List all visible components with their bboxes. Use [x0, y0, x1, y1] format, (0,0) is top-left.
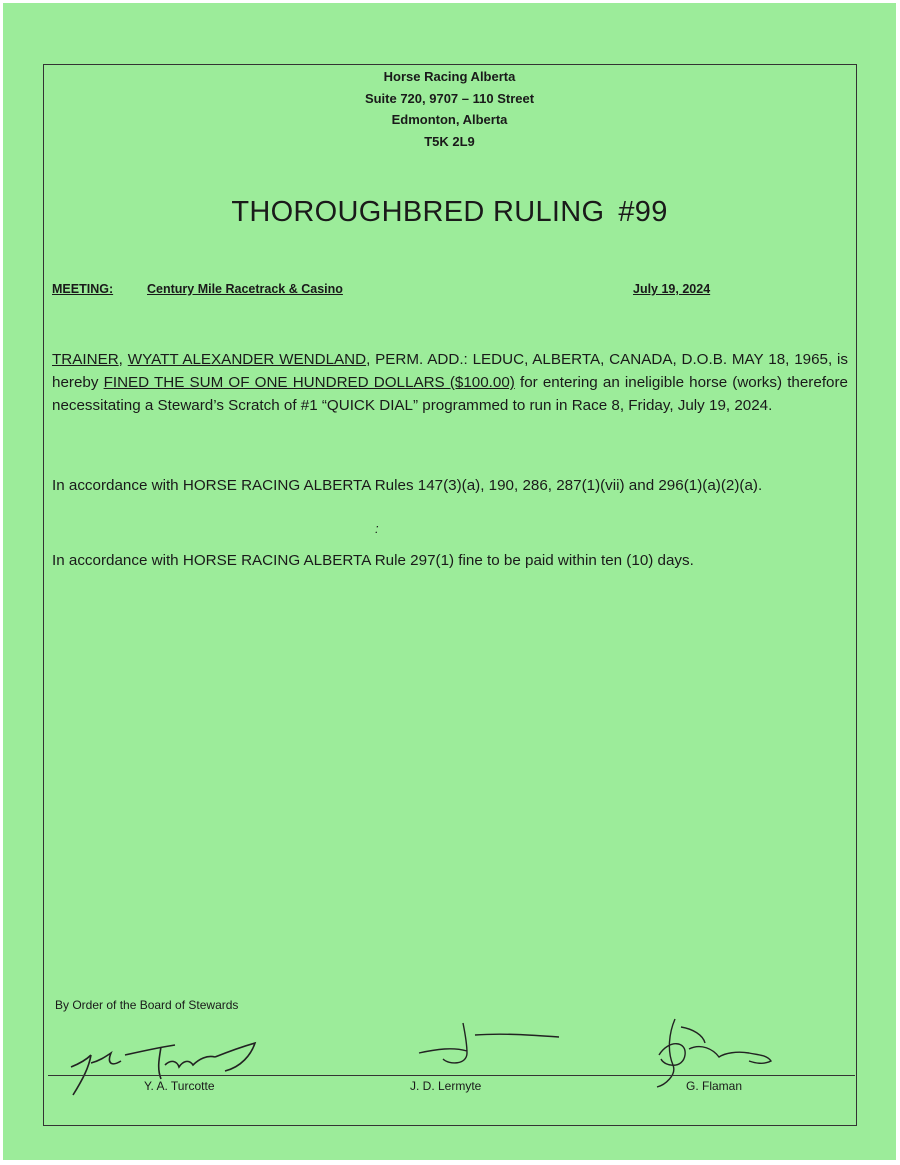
steward-name-1: Y. A. Turcotte	[144, 1079, 215, 1093]
ruling-paragraph: TRAINER, WYATT ALEXANDER WENDLAND, PERM. ADD.: LEDUC, ALBERTA, CANADA, D.O.B. MAY 18, 1965, is hereby FINED THE SUM OF ONE HUNDRED DOLLARS ($100.00) for entering an ineligible horse (works) therefore necessitating a Steward’s Scratch of #1 “QUICK DIAL” programmed to run in Race 8, Friday, July 19, 2024.	[52, 351, 848, 414]
ruling-title	[3, 196, 896, 229]
postal-code: T5K 2L9	[424, 133, 475, 149]
lermyte-signature	[413, 1021, 573, 1071]
ruling-reason: for entering an ineligible horse (works) therefore necessitating a Steward’s Scratch of #1 “QUICK DIAL” programmed to run in Race 8, Friday, July 19, 2024.	[52, 374, 848, 414]
stray-mark: :	[375, 521, 379, 536]
address-line: Suite 720, 9707 – 110 Street	[364, 90, 535, 106]
fine-paragraph: In accordance with HORSE RACING ALBERTA Rule 297(1) fine to be paid within ten (10) days.	[52, 552, 694, 569]
meeting-label: MEETING:	[52, 282, 114, 296]
ruling-title-text: THOROUGHBRED RULING	[231, 196, 605, 228]
signature-line	[48, 1075, 855, 1076]
fine-amount: FINED THE SUM OF ONE HUNDRED DOLLARS ($100.00)	[103, 374, 515, 391]
ruling-number: #99	[618, 196, 668, 228]
trainer-label: TRAINER	[52, 351, 119, 368]
steward-name-2: J. D. Lermyte	[410, 1079, 482, 1093]
meeting-venue: Century Mile Racetrack & Casino	[147, 282, 343, 296]
order-text: By Order of the Board of Stewards	[55, 998, 239, 1012]
document-page	[3, 3, 896, 1160]
steward-name-3: G. Flaman	[686, 1079, 743, 1093]
city-line: Edmonton, Alberta	[391, 112, 508, 127]
trainer-name: WYATT ALEXANDER WENDLAND	[127, 351, 367, 368]
trainer-details: , PERM. ADD.: LEDUC, ALBERTA, CANADA, D.O.B. MAY 18, 1965, is hereby	[52, 351, 848, 391]
meeting-date: July 19, 2024	[633, 282, 711, 296]
letterhead	[3, 66, 896, 152]
org-name: Horse Racing Alberta	[383, 69, 516, 84]
rules-paragraph: In accordance with HORSE RACING ALBERTA Rules 147(3)(a), 190, 286, 287(1)(vii) and 296(1)(a)(2)(a).	[52, 477, 763, 494]
